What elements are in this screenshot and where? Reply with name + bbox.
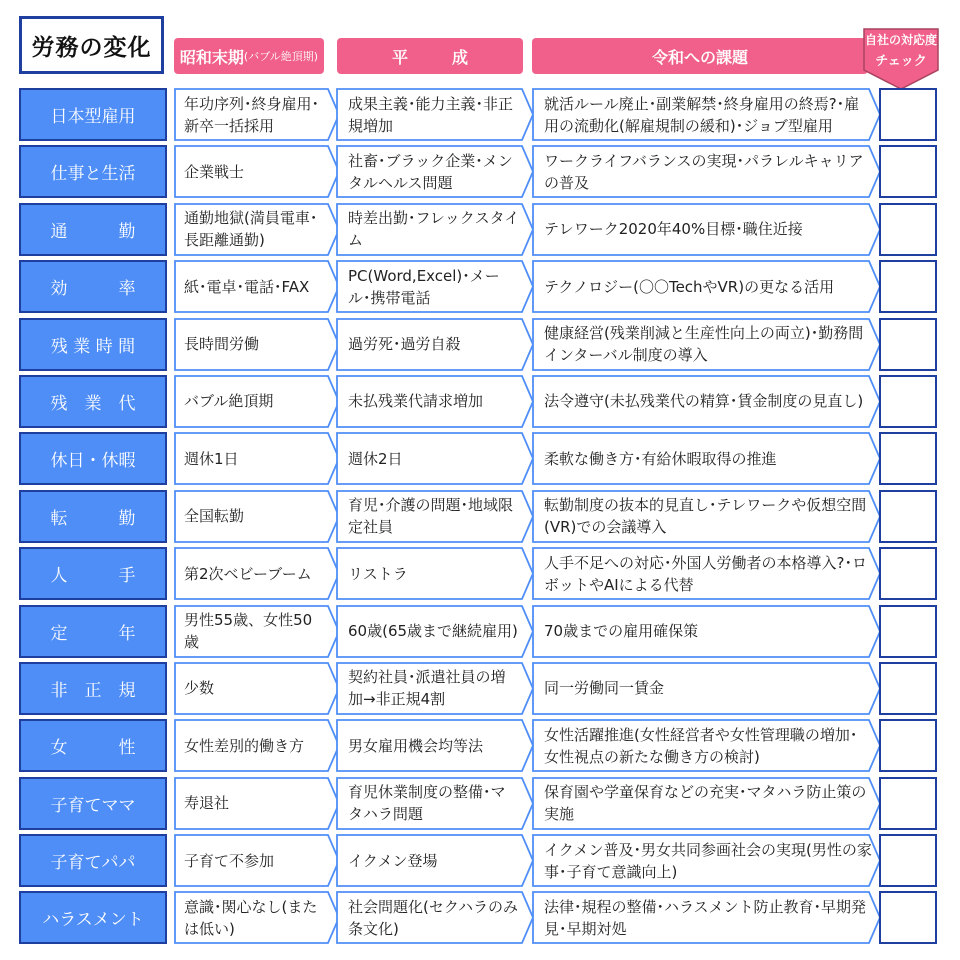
cell-showa [174, 547, 340, 600]
column-header-heisei: 平成 [337, 38, 523, 74]
check-header-line1: 自社の対応度 [864, 33, 937, 47]
cell-reiwa [532, 605, 881, 658]
cell-reiwa-text: 人手不足への対応･外国人労働者の本格導入?･ロボットやAIによる代替 [544, 553, 867, 594]
cell-showa [174, 834, 340, 887]
cell-showa-text: 寿退社 [184, 794, 230, 813]
cell-heisei-text: 未払残業代請求増加 [348, 392, 484, 411]
cell-reiwa [532, 490, 881, 543]
cell-heisei [336, 605, 534, 658]
check-box[interactable] [879, 375, 937, 428]
table-body [19, 88, 940, 949]
row-category: 効 率 [19, 260, 167, 313]
check-box[interactable] [879, 662, 937, 715]
cell-showa [174, 88, 340, 141]
cell-heisei [336, 490, 534, 543]
cell-reiwa-text: 転勤制度の抜本的見直し･テレワークや仮想空間(VR)での会議導入 [544, 496, 867, 537]
cell-reiwa [532, 547, 881, 600]
row-category: 仕事と生活 [19, 145, 167, 198]
cell-showa [174, 318, 340, 371]
cell-reiwa [532, 777, 881, 830]
cell-showa [174, 777, 340, 830]
check-box[interactable] [879, 547, 937, 600]
cell-heisei [336, 547, 534, 600]
column-header-showa-label: 昭和末期 [179, 47, 244, 67]
cell-heisei-text: 育児･介護の問題･地域限定社員 [348, 496, 514, 537]
cell-showa-text: 企業戦士 [184, 162, 245, 181]
check-box[interactable] [879, 834, 937, 887]
cell-showa-text: 長時間労働 [184, 335, 260, 354]
cell-showa [174, 375, 340, 428]
table-row [19, 547, 940, 600]
cell-reiwa-text: 法律･規程の整備･ハラスメント防止教育･早期発見･早期対処 [544, 897, 867, 938]
cell-reiwa-text: テクノロジー(〇〇TechやVR)の更なる活用 [544, 277, 835, 296]
check-box[interactable] [879, 318, 937, 371]
cell-showa-text: 年功序列･終身雇用･新卒一括採用 [184, 94, 320, 135]
table-row [19, 719, 940, 772]
check-box[interactable] [879, 719, 937, 772]
cell-heisei [336, 432, 534, 485]
row-category: 日本型雇用 [19, 88, 167, 141]
cell-heisei-text: 契約社員･派遣社員の増加→非正規4割 [348, 668, 506, 709]
row-category: ハラスメント [19, 891, 167, 944]
cell-reiwa-text: 保育園や学童保育などの充実･マタハラ防止策の実施 [544, 783, 867, 824]
cell-reiwa-text: テレワーク2020年40%目標･職住近接 [544, 220, 803, 239]
cell-heisei-text: 60歳(65歳まで継続雇用) [348, 622, 518, 641]
table-row [19, 88, 940, 141]
cell-showa-text: 少数 [184, 679, 215, 698]
table-row [19, 203, 940, 256]
table-row [19, 662, 940, 715]
cell-showa [174, 203, 340, 256]
row-category: 残 業 代 [19, 375, 167, 428]
cell-reiwa-text: ワークライフバランスの実現･パラレルキャリアの普及 [544, 151, 864, 192]
cell-showa-text: 全国転勤 [184, 507, 245, 526]
check-box[interactable] [879, 891, 937, 944]
cell-showa [174, 145, 340, 198]
table-row [19, 318, 940, 371]
check-box[interactable] [879, 777, 937, 830]
cell-heisei [336, 777, 534, 830]
row-category: 残 業 時 間 [19, 318, 167, 371]
cell-heisei [336, 260, 534, 313]
cell-showa-text: バブル絶頂期 [184, 392, 274, 411]
cell-reiwa [532, 145, 881, 198]
cell-reiwa [532, 662, 881, 715]
cell-heisei-text: 男女雇用機会均等法 [348, 736, 484, 755]
cell-showa-text: 子育て不参加 [184, 851, 275, 870]
row-category: 子育てママ [19, 777, 167, 830]
cell-heisei-text: 週休2日 [348, 449, 403, 468]
cell-showa [174, 719, 340, 772]
cell-reiwa-text: 同一労働同一賃金 [544, 679, 665, 698]
page-title: 労務の変化 [19, 16, 164, 74]
cell-reiwa-text: 就活ルール廃止･副業解禁･終身雇用の終焉?･雇用の流動化(解雇規制の緩和)･ジョブ型雇用 [544, 94, 860, 135]
cell-reiwa [532, 318, 881, 371]
cell-reiwa-text: 法令遵守(未払残業代の精算･賃金制度の見直し) [544, 392, 864, 411]
check-box[interactable] [879, 145, 937, 198]
row-category: 通 勤 [19, 203, 167, 256]
cell-showa-text: 第2次ベビーブーム [184, 564, 312, 583]
cell-reiwa [532, 88, 881, 141]
row-category: 人 手 [19, 547, 167, 600]
cell-reiwa [532, 432, 881, 485]
table-row [19, 432, 940, 485]
cell-heisei [336, 834, 534, 887]
cell-reiwa-text: 70歳までの雇用確保策 [544, 622, 699, 641]
column-header-showa-sublabel: (バブル絶頂期) [243, 50, 319, 63]
row-category: 子育てパパ [19, 834, 167, 887]
cell-reiwa [532, 719, 881, 772]
cell-heisei-text: 成果主義･能力主義･非正規増加 [348, 94, 514, 135]
column-header-showa [174, 38, 324, 74]
column-header-reiwa: 令和への課題 [532, 38, 868, 74]
row-category: 転 勤 [19, 490, 167, 543]
cell-showa [174, 432, 340, 485]
table-row [19, 834, 940, 887]
cell-heisei-text: 育児休業制度の整備･マタハラ問題 [348, 783, 506, 824]
table-row [19, 490, 940, 543]
cell-heisei [336, 88, 534, 141]
cell-showa-text: 意識･関心なし(または低い) [184, 897, 318, 938]
cell-heisei [336, 375, 534, 428]
row-category: 休日・休暇 [19, 432, 167, 485]
cell-heisei [336, 719, 534, 772]
check-box[interactable] [879, 260, 937, 313]
cell-heisei-text: PC(Word,Excel)･メール･携帯電話 [348, 266, 500, 307]
cell-heisei [336, 662, 534, 715]
cell-showa-text: 紙･電卓･電話･FAX [184, 277, 310, 296]
cell-showa-text: 通勤地獄(満員電車･長距離通勤) [184, 209, 318, 250]
table-row [19, 891, 940, 944]
cell-reiwa [532, 375, 881, 428]
cell-showa-text: 週休1日 [184, 449, 239, 468]
cell-heisei [336, 203, 534, 256]
check-box[interactable] [879, 490, 937, 543]
row-category: 女 性 [19, 719, 167, 772]
check-box[interactable] [879, 88, 937, 141]
cell-heisei-text: 社畜･ブラック企業･メンタルヘルス問題 [348, 151, 513, 192]
cell-reiwa-text: 女性活躍推進(女性経営者や女性管理職の増加･女性視点の新たな働き方の検討) [544, 725, 858, 766]
cell-reiwa [532, 260, 881, 313]
cell-showa-text: 女性差別的働き方 [184, 736, 305, 755]
table-row [19, 145, 940, 198]
cell-showa [174, 662, 340, 715]
cell-reiwa [532, 834, 881, 887]
check-box[interactable] [879, 432, 937, 485]
check-box[interactable] [879, 605, 937, 658]
row-category: 定 年 [19, 605, 167, 658]
cell-showa-text: 男性55歳、女性50歳 [184, 611, 313, 652]
cell-heisei [336, 145, 534, 198]
cell-heisei [336, 318, 534, 371]
table-row [19, 260, 940, 313]
cell-heisei [336, 891, 534, 944]
cell-heisei-text: 過労死･過労自殺 [348, 335, 461, 354]
table-row [19, 777, 940, 830]
cell-heisei-text: 時差出勤･フレックスタイム [348, 209, 520, 250]
cell-showa [174, 260, 340, 313]
cell-heisei-text: リストラ [348, 564, 408, 583]
table-row [19, 605, 940, 658]
cell-heisei-text: イクメン登場 [348, 851, 438, 870]
check-box[interactable] [879, 203, 937, 256]
cell-reiwa-text: イクメン普及･男女共同参画社会の実現(男性の家事･子育て意識向上) [544, 840, 872, 881]
cell-reiwa-text: 柔軟な働き方･有給休暇取得の推進 [544, 449, 777, 468]
cell-showa [174, 891, 340, 944]
check-header-line2: チェック [875, 54, 927, 69]
row-category: 非 正 規 [19, 662, 167, 715]
cell-showa [174, 490, 340, 543]
cell-reiwa [532, 891, 881, 944]
cell-heisei-text: 社会問題化(セクハラのみ条文化) [348, 897, 518, 938]
cell-reiwa-text: 健康経営(残業削減と生産性向上の両立)･勤務間インターバル制度の導入 [544, 324, 864, 365]
table-row [19, 375, 940, 428]
cell-reiwa [532, 203, 881, 256]
cell-showa [174, 605, 340, 658]
column-header-check [863, 28, 939, 90]
